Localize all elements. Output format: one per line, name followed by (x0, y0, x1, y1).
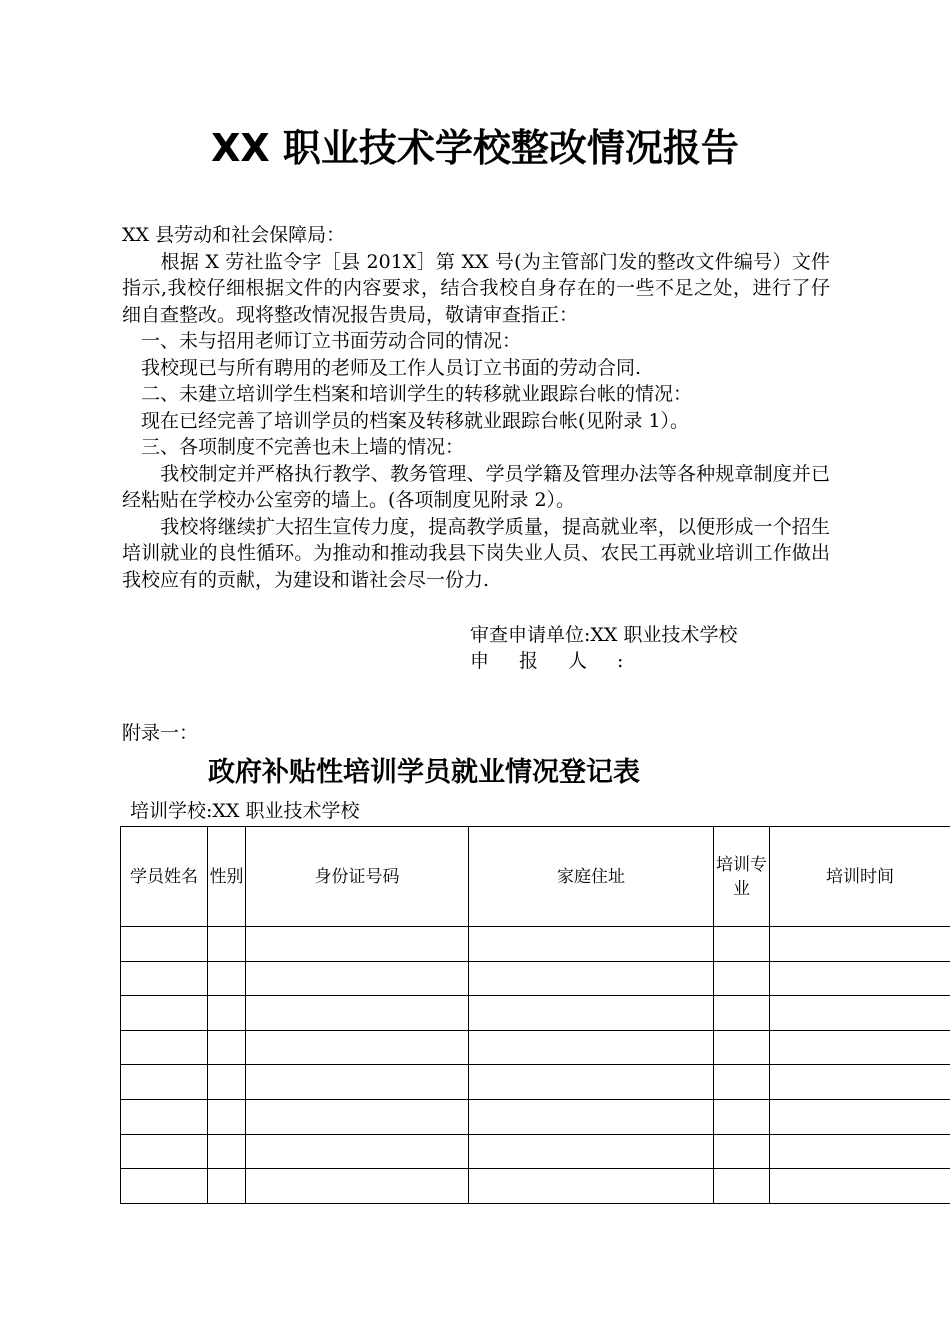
table-cell[interactable] (469, 1134, 714, 1169)
table-cell[interactable] (121, 1169, 208, 1204)
table-cell[interactable] (246, 1134, 469, 1169)
table-cell[interactable] (770, 927, 950, 962)
table-cell[interactable] (246, 927, 469, 962)
table-cell[interactable] (208, 996, 246, 1031)
signature-person-label: 申报人 (470, 650, 618, 672)
table-cell[interactable] (246, 961, 469, 996)
table-cell[interactable] (714, 1169, 770, 1204)
table-cell[interactable] (469, 996, 714, 1031)
table-cell[interactable] (246, 1030, 469, 1065)
table-cell[interactable] (469, 1065, 714, 1100)
training-school-line (130, 798, 360, 824)
table-cell[interactable] (714, 1099, 770, 1134)
table-cell[interactable] (714, 927, 770, 962)
column-header-id-number: 身份证号码 (246, 827, 469, 927)
section-two-heading: 二、未建立培训学生档案和培训学生的转移就业跟踪台帐的情况： (122, 383, 693, 405)
section-two-text: 现在已经完善了培训学员的档案及转移就业跟踪台帐(见附录 1）。 (122, 409, 690, 432)
table-cell[interactable] (208, 927, 246, 962)
table-cell[interactable] (770, 1065, 950, 1100)
section-three-heading: 三、各项制度不完善也未上墙的情况： (122, 436, 465, 458)
table-cell[interactable] (208, 1134, 246, 1169)
column-header-address: 家庭住址 (469, 827, 714, 927)
table-cell[interactable] (246, 996, 469, 1031)
table-header-row (121, 827, 950, 927)
table-row (121, 1099, 950, 1134)
column-header-gender: 性别 (208, 827, 246, 927)
table-cell[interactable] (469, 1169, 714, 1204)
table-cell[interactable] (714, 996, 770, 1031)
table-cell[interactable] (770, 996, 950, 1031)
table-row (121, 1065, 950, 1100)
table-row (121, 996, 950, 1031)
table-cell[interactable] (121, 1134, 208, 1169)
table-cell[interactable] (770, 1134, 950, 1169)
table-row (121, 1169, 950, 1204)
signature-person-colon: : (617, 650, 624, 672)
table-row (121, 1030, 950, 1065)
table-cell[interactable] (770, 1169, 950, 1204)
column-header-major: 培训专业 (714, 827, 770, 927)
training-school-label: 培训学校: (130, 800, 213, 822)
section-three-text: 我校制定并严格执行教学、教务管理、学员学籍及管理办法等各种规章制度并已经粘贴在学校办公室旁的墙上。(各项制度见附录 2）。 (122, 462, 830, 511)
addressee: XX 县劳动和社会保障局： (122, 224, 346, 246)
table-cell[interactable] (770, 1099, 950, 1134)
table-cell[interactable] (121, 961, 208, 996)
section-one-heading: 一、未与招用老师订立书面劳动合同的情况： (122, 330, 522, 352)
table-cell[interactable] (770, 1030, 950, 1065)
table-row (121, 927, 950, 962)
table-row (121, 1134, 950, 1169)
table-cell[interactable] (714, 961, 770, 996)
column-header-training-time: 培训时间 (770, 827, 950, 927)
table-cell[interactable] (208, 961, 246, 996)
table-cell[interactable] (770, 961, 950, 996)
signature-unit-value: XX 职业技术学校 (590, 624, 738, 646)
table-cell[interactable] (121, 996, 208, 1031)
table-cell[interactable] (121, 927, 208, 962)
appendix-label: 附录一： (122, 722, 199, 744)
table-cell[interactable] (714, 1134, 770, 1169)
table-cell[interactable] (469, 1099, 714, 1134)
table-row (121, 961, 950, 996)
table-title: 政府补贴性培训学员就业情况登记表 (208, 757, 640, 788)
report-title: XX 职业技术学校整改情况报告 (211, 126, 739, 170)
closing-paragraph: 我校将继续扩大招生宣传力度，提高教学质量，提高就业率，以便形成一个招生培训就业的良性循环。为推动和推动我县下岗失业人员、农民工再就业培训工作做出我校应有的贡献，为建设和谐社会尽一份力. (122, 515, 830, 591)
intro-paragraph: 根据 X 劳社监令字［县 201X］第 XX 号(为主管部门发的整改文件编号）文件指示,我校仔细根据文件的内容要求，结合我校自身存在的一些不足之处，进行了仔细自查整改。现将整改情况报告贵局，敬请审查指正： (122, 250, 830, 326)
report-body (122, 222, 830, 593)
table-cell[interactable] (469, 1030, 714, 1065)
training-school-value: XX 职业技术学校 (212, 800, 360, 822)
table-cell[interactable] (714, 1065, 770, 1100)
table-cell[interactable] (208, 1169, 246, 1204)
table-cell[interactable] (469, 961, 714, 996)
table-cell[interactable] (246, 1065, 469, 1100)
table-cell[interactable] (714, 1030, 770, 1065)
table-cell[interactable] (208, 1099, 246, 1134)
registration-table (120, 826, 950, 1204)
table-cell[interactable] (208, 1030, 246, 1065)
table-cell[interactable] (246, 1099, 469, 1134)
table-cell[interactable] (121, 1065, 208, 1100)
column-header-name: 学员姓名 (121, 827, 208, 927)
table-cell[interactable] (121, 1099, 208, 1134)
table-cell[interactable] (208, 1065, 246, 1100)
table-cell[interactable] (246, 1169, 469, 1204)
signature-person-line (470, 648, 870, 674)
table-cell[interactable] (121, 1030, 208, 1065)
signature-unit-line (470, 622, 870, 648)
table-cell[interactable] (469, 927, 714, 962)
signature-unit-label: 审查申请单位: (470, 624, 591, 646)
section-one-text: 我校现已与所有聘用的老师及工作人员订立书面的劳动合同. (122, 356, 642, 379)
